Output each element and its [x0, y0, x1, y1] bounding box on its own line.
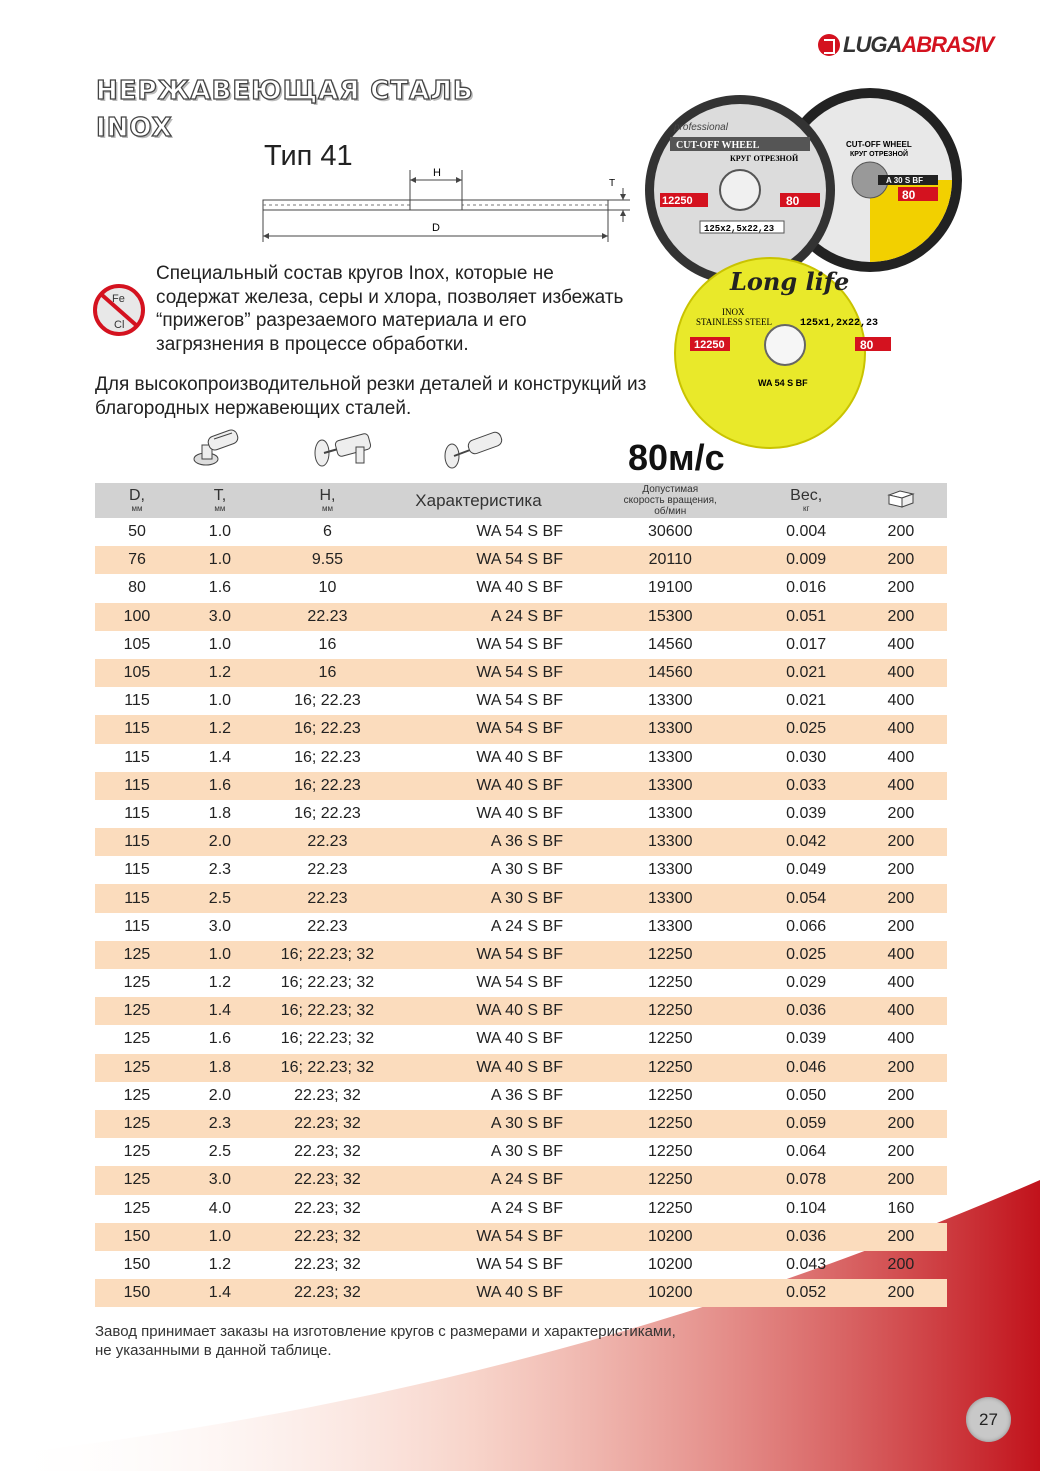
brand-logo — [818, 30, 993, 60]
cell-pack-qty: 200 — [887, 523, 915, 541]
cell-weight: 0.030 — [786, 748, 827, 766]
box-icon — [886, 487, 916, 509]
cell-weight: 0.033 — [758, 772, 855, 800]
cell-weight: 0.066 — [786, 917, 827, 935]
cell-rpm: 14560 — [648, 635, 693, 653]
disc1-size: 125x2,5x22,23 — [704, 224, 775, 234]
disc2-speed: 80 — [902, 188, 916, 202]
cell-t: 1.2 — [208, 1255, 232, 1273]
cell-pack-qty: 200 — [855, 603, 947, 631]
cell-t: 1.4 — [179, 1279, 261, 1307]
page-subtitle: INOX — [96, 113, 173, 143]
cell-weight: 0.039 — [786, 1030, 827, 1048]
table-row — [95, 913, 947, 941]
cell-h: 16; 22.23; 32 — [261, 1054, 394, 1082]
cell-weight: 0.059 — [758, 1110, 855, 1138]
cell-rpm: 10200 — [563, 1223, 758, 1251]
cell-characteristic: WA 40 S BF — [394, 772, 563, 800]
cell-h: 16; 22.23 — [294, 804, 361, 822]
table-row — [95, 631, 947, 659]
cell-characteristic: A 24 S BF — [490, 1199, 563, 1217]
cell-pack-qty: 400 — [855, 941, 947, 969]
table-row — [95, 1195, 947, 1223]
brand-part1: LUGA — [843, 32, 902, 57]
cell-t: 3.0 — [208, 917, 232, 935]
brand-part2: ABRASIV — [901, 32, 994, 57]
table-row — [95, 969, 947, 997]
table-row — [95, 800, 947, 828]
col-h-header: H, мм — [261, 483, 394, 518]
cell-d: 125 — [95, 1166, 179, 1194]
cell-t: 1.6 — [208, 579, 232, 597]
icon-cl-text: Cl — [114, 319, 125, 331]
table-row — [95, 546, 947, 574]
cell-weight: 0.004 — [786, 523, 827, 541]
no-iron-chlorine-icon — [92, 283, 146, 337]
cell-pack-qty: 200 — [887, 1255, 915, 1273]
cell-rpm: 13300 — [563, 715, 758, 743]
cell-t: 1.0 — [208, 523, 232, 541]
table-row — [95, 856, 947, 884]
cell-t: 2.3 — [179, 1110, 261, 1138]
cell-pack-qty: 200 — [855, 1054, 947, 1082]
cell-rpm: 13300 — [648, 692, 693, 710]
col-t-header: T, мм — [179, 483, 261, 518]
table-row — [95, 518, 947, 546]
cell-pack-qty: 400 — [887, 1030, 915, 1048]
cell-pack-qty: 200 — [887, 1086, 915, 1104]
cell-rpm: 13300 — [563, 828, 758, 856]
table-row — [95, 603, 947, 631]
disc3-spec: WA 54 S BF — [758, 378, 808, 388]
purpose-text: Для высокопроизводительной резки деталей и конструкций из благородных нержавеющих сталей. — [95, 374, 647, 419]
cell-d: 115 — [95, 772, 179, 800]
cell-h: 22.23; 32 — [261, 1279, 394, 1307]
cell-characteristic: A 24 S BF — [394, 1166, 563, 1194]
cell-rpm: 12250 — [648, 1086, 693, 1104]
footer-note — [95, 1322, 676, 1360]
cell-d: 150 — [95, 1279, 179, 1307]
cell-d: 125 — [95, 1054, 179, 1082]
cell-t: 1.4 — [179, 997, 261, 1025]
cell-d: 115 — [124, 861, 150, 879]
cell-h: 22.23; 32 — [294, 1199, 361, 1217]
cell-characteristic: WA 54 S BF — [394, 1223, 563, 1251]
speed-label: 80м/с — [628, 437, 725, 478]
cell-d: 115 — [124, 804, 150, 822]
table-body — [95, 518, 947, 1307]
table-row — [95, 715, 947, 743]
cell-d: 150 — [123, 1255, 151, 1273]
table-row — [95, 1054, 947, 1082]
cell-pack-qty: 400 — [855, 772, 947, 800]
cell-h: 22.23 — [261, 884, 394, 912]
dim-h-label: H — [433, 167, 441, 179]
cell-rpm: 13300 — [563, 772, 758, 800]
cell-t: 1.6 — [208, 1030, 232, 1048]
table-row — [95, 574, 947, 602]
cell-rpm: 14560 — [563, 659, 758, 687]
cell-weight: 0.017 — [786, 635, 827, 653]
cell-characteristic: A 24 S BF — [394, 603, 563, 631]
cell-pack-qty: 400 — [887, 974, 915, 992]
cell-weight: 0.039 — [786, 804, 827, 822]
cell-weight: 0.046 — [758, 1054, 855, 1082]
cell-pack-qty: 400 — [855, 997, 947, 1025]
cell-characteristic: WA 54 S BF — [394, 546, 563, 574]
cell-h: 22.23; 32 — [261, 1166, 394, 1194]
cell-pack-qty: 200 — [855, 1279, 947, 1307]
cell-d: 125 — [123, 974, 151, 992]
cell-h: 16; 22.23 — [261, 772, 394, 800]
cell-h: 22.23; 32 — [294, 1255, 361, 1273]
cell-d: 125 — [95, 1110, 179, 1138]
table-row — [95, 1223, 947, 1251]
table-row — [95, 687, 947, 715]
cell-h: 22.23 — [307, 861, 348, 879]
straight-grinder-icon — [312, 427, 374, 469]
cell-pack-qty: 200 — [887, 804, 915, 822]
cell-rpm: 12250 — [648, 1199, 693, 1217]
disc2-subtitle: КРУГ ОТРЕЗНОЙ — [850, 151, 909, 158]
cell-characteristic: WA 54 S BF — [476, 692, 563, 710]
cell-characteristic: WA 54 S BF — [394, 941, 563, 969]
cell-weight: 0.016 — [786, 579, 827, 597]
cell-h: 6 — [323, 523, 332, 541]
disc2-title: CUT-OFF WHEEL — [846, 140, 912, 149]
type-label: Тип 41 — [264, 140, 353, 172]
cell-weight: 0.054 — [758, 884, 855, 912]
angle-grinder-icon — [192, 425, 242, 471]
cell-h: 10 — [318, 579, 337, 597]
cell-d: 105 — [123, 635, 151, 653]
cell-rpm: 13300 — [648, 748, 693, 766]
cell-characteristic: WA 54 S BF — [476, 523, 563, 541]
disc1-rpm: 12250 — [662, 195, 693, 207]
cell-t: 4.0 — [208, 1199, 232, 1217]
cell-h: 22.23; 32 — [261, 1223, 394, 1251]
table-row — [95, 828, 947, 856]
icon-fe-text: Fe — [112, 293, 125, 305]
cell-h: 9.55 — [261, 546, 394, 574]
cell-pack-qty: 200 — [855, 1110, 947, 1138]
cell-h: 22.23; 32 — [261, 1110, 394, 1138]
cell-rpm: 12250 — [563, 1110, 758, 1138]
cell-d: 115 — [124, 917, 150, 935]
cell-d: 125 — [95, 997, 179, 1025]
cell-t: 1.8 — [179, 1054, 261, 1082]
cell-rpm: 20110 — [563, 546, 758, 574]
cell-rpm: 12250 — [648, 1143, 693, 1161]
cell-h: 16 — [318, 635, 337, 653]
cell-pack-qty: 200 — [887, 917, 915, 935]
cell-weight: 0.036 — [758, 1223, 855, 1251]
table-row — [95, 1110, 947, 1138]
cell-pack-qty: 200 — [855, 1166, 947, 1194]
cell-rpm: 10200 — [563, 1279, 758, 1307]
cell-rpm: 12250 — [563, 1054, 758, 1082]
cell-characteristic: A 36 S BF — [394, 828, 563, 856]
cell-characteristic: WA 40 S BF — [476, 579, 563, 597]
disc1-speed: 80 — [786, 194, 800, 208]
cell-d: 50 — [128, 523, 146, 541]
cell-h: 22.23; 32 — [294, 1086, 361, 1104]
cell-characteristic: WA 40 S BF — [476, 804, 563, 822]
cell-h: 16; 22.23 — [294, 692, 361, 710]
table-row — [95, 941, 947, 969]
cell-characteristic: A 30 S BF — [394, 884, 563, 912]
cell-t: 3.0 — [179, 603, 261, 631]
cell-d: 125 — [123, 1143, 151, 1161]
disc-dimension-diagram — [255, 160, 635, 245]
cell-characteristic: A 30 S BF — [490, 861, 563, 879]
cell-weight: 0.042 — [758, 828, 855, 856]
cell-t: 1.0 — [208, 635, 232, 653]
dim-t-label: T — [609, 178, 616, 189]
cell-weight: 0.043 — [786, 1255, 827, 1273]
disc3-inox: INOX — [722, 307, 745, 317]
cell-pack-qty: 200 — [887, 861, 915, 879]
cell-rpm: 19100 — [648, 579, 693, 597]
table-row — [95, 744, 947, 772]
cell-t: 1.0 — [179, 941, 261, 969]
cell-h: 16; 22.23; 32 — [280, 974, 375, 992]
cell-d: 115 — [95, 715, 179, 743]
cell-pack-qty: 400 — [887, 748, 915, 766]
cell-weight: 0.021 — [758, 659, 855, 687]
cell-characteristic: WA 54 S BF — [476, 1255, 563, 1273]
cell-d: 125 — [95, 941, 179, 969]
cell-t: 2.5 — [179, 884, 261, 912]
cell-characteristic: A 30 S BF — [394, 1110, 563, 1138]
cell-characteristic: WA 40 S BF — [476, 748, 563, 766]
cell-pack-qty: 200 — [855, 828, 947, 856]
cell-rpm: 12250 — [563, 941, 758, 969]
cell-rpm: 13300 — [648, 804, 693, 822]
cell-weight: 0.049 — [786, 861, 827, 879]
cell-weight: 0.009 — [758, 546, 855, 574]
col-rpm-header: Допустимая скорость вращения, об/мин — [563, 483, 758, 518]
cell-t: 1.2 — [179, 659, 261, 687]
products-table — [95, 483, 947, 1307]
cell-h: 16; 22.23 — [261, 715, 394, 743]
cell-rpm: 12250 — [648, 1030, 693, 1048]
col-pack-header — [855, 483, 947, 518]
page-title: НЕРЖАВЕЮЩАЯ СТАЛЬ — [96, 76, 474, 106]
cell-d: 100 — [95, 603, 179, 631]
table-row — [95, 1138, 947, 1166]
cell-pack-qty: 400 — [887, 692, 915, 710]
cell-weight: 0.021 — [786, 692, 827, 710]
footer-line-2: не указанными в данной таблице. — [95, 1342, 332, 1359]
table-row — [95, 1251, 947, 1279]
cell-h: 16; 22.23; 32 — [261, 997, 394, 1025]
cell-characteristic: A 36 S BF — [490, 1086, 563, 1104]
disc2-spec: A 30 S BF — [886, 176, 924, 185]
cell-h: 22.23 — [261, 603, 394, 631]
cell-characteristic: WA 54 S BF — [394, 659, 563, 687]
cell-characteristic: WA 54 S BF — [394, 715, 563, 743]
disc1-subtitle: КРУГ ОТРЕЗНОЙ — [730, 154, 799, 163]
cell-pack-qty: 200 — [855, 884, 947, 912]
table-row — [95, 1166, 947, 1194]
cell-d: 115 — [124, 748, 150, 766]
cell-t: 1.4 — [208, 748, 232, 766]
cell-t: 1.2 — [179, 715, 261, 743]
cell-characteristic: WA 40 S BF — [394, 997, 563, 1025]
cell-d: 115 — [124, 692, 150, 710]
disc3-speed: 80 — [860, 338, 874, 352]
cell-rpm: 30600 — [648, 523, 693, 541]
cell-t: 1.0 — [179, 546, 261, 574]
cell-weight: 0.064 — [786, 1143, 827, 1161]
description-text: Специальный состав кругов Inox, которые не содержат железа, серы и хлора, позволяет избежать “прижегов” разрезаемого материала и его загрязнения в процессе обработки. — [156, 263, 624, 355]
cell-pack-qty: 400 — [855, 715, 947, 743]
cell-h: 16 — [261, 659, 394, 687]
cell-t: 1.6 — [179, 772, 261, 800]
cell-characteristic: WA 40 S BF — [476, 1030, 563, 1048]
cell-rpm: 10200 — [648, 1255, 693, 1273]
cell-weight: 0.036 — [758, 997, 855, 1025]
cell-characteristic: WA 40 S BF — [394, 1279, 563, 1307]
cell-h: 16; 22.23 — [294, 748, 361, 766]
cell-characteristic: WA 40 S BF — [394, 1054, 563, 1082]
cell-pack-qty: 400 — [855, 659, 947, 687]
footer-line-1: Завод принимает заказы на изготовление кругов с размерами и характеристиками, — [95, 1323, 676, 1340]
cell-weight: 0.052 — [758, 1279, 855, 1307]
cell-rpm: 13300 — [648, 861, 693, 879]
cell-pack-qty: 400 — [887, 635, 915, 653]
cell-d: 125 — [123, 1086, 151, 1104]
cell-d: 125 — [123, 1030, 151, 1048]
cell-weight: 0.025 — [758, 715, 855, 743]
cell-rpm: 12250 — [563, 997, 758, 1025]
cell-characteristic: A 30 S BF — [490, 1143, 563, 1161]
cell-rpm: 13300 — [648, 917, 693, 935]
cell-t: 1.8 — [208, 804, 232, 822]
disc1-title: CUT-OFF WHEEL — [676, 140, 760, 151]
product-discs-image — [640, 85, 970, 450]
cell-weight: 0.025 — [758, 941, 855, 969]
cell-characteristic: A 24 S BF — [490, 917, 563, 935]
table-row — [95, 1279, 947, 1307]
cell-h: 16; 22.23; 32 — [261, 941, 394, 969]
cell-h: 22.23; 32 — [294, 1143, 361, 1161]
cell-pack-qty: 160 — [887, 1199, 915, 1217]
cell-weight: 0.029 — [786, 974, 827, 992]
cell-rpm: 12250 — [648, 974, 693, 992]
disc1-professional: professional — [674, 122, 728, 133]
cell-d: 76 — [95, 546, 179, 574]
cell-t: 2.3 — [208, 861, 232, 879]
cell-weight: 0.050 — [786, 1086, 827, 1104]
cell-t: 1.0 — [208, 692, 232, 710]
cell-weight: 0.078 — [758, 1166, 855, 1194]
cell-d: 105 — [95, 659, 179, 687]
cell-pack-qty: 200 — [855, 1223, 947, 1251]
disc3-title: Long life — [730, 267, 850, 296]
cell-characteristic: WA 54 S BF — [476, 974, 563, 992]
disc3-size: 125x1,2x22,23 — [800, 318, 879, 329]
cell-rpm: 12250 — [563, 1166, 758, 1194]
cell-characteristic: WA 54 S BF — [476, 635, 563, 653]
cell-t: 2.0 — [179, 828, 261, 856]
cell-pack-qty: 200 — [887, 1143, 915, 1161]
cell-rpm: 15300 — [563, 603, 758, 631]
table-row — [95, 659, 947, 687]
cell-d: 115 — [95, 884, 179, 912]
cell-weight: 0.104 — [786, 1199, 827, 1217]
col-weight-header: Вес, кг — [758, 483, 855, 518]
table-row — [95, 997, 947, 1025]
page-number: 27 — [966, 1397, 1011, 1442]
cell-rpm: 13300 — [563, 884, 758, 912]
cell-pack-qty: 200 — [855, 546, 947, 574]
col-d-header: D, мм — [95, 483, 179, 518]
disc3-stainless: STAINLESS STEEL — [696, 317, 773, 327]
cell-h: 22.23 — [261, 828, 394, 856]
dim-d-label: D — [432, 222, 440, 234]
cell-d: 150 — [95, 1223, 179, 1251]
col-char-header: Характеристика — [394, 483, 563, 518]
cell-d: 80 — [128, 579, 146, 597]
die-grinder-icon — [442, 428, 506, 470]
disc3-rpm: 12250 — [694, 339, 725, 351]
cell-t: 1.2 — [208, 974, 232, 992]
table-row — [95, 1082, 947, 1110]
cell-t: 2.0 — [208, 1086, 232, 1104]
cell-t: 1.0 — [179, 1223, 261, 1251]
cell-t: 3.0 — [179, 1166, 261, 1194]
cell-t: 2.5 — [208, 1143, 232, 1161]
logo-icon — [818, 34, 840, 56]
table-row — [95, 772, 947, 800]
cell-h: 22.23 — [307, 917, 348, 935]
cell-pack-qty: 200 — [887, 579, 915, 597]
table-row — [95, 1025, 947, 1053]
cell-h: 16; 22.23; 32 — [280, 1030, 375, 1048]
cell-d: 115 — [95, 828, 179, 856]
cell-d: 125 — [123, 1199, 151, 1217]
cell-weight: 0.051 — [758, 603, 855, 631]
table-header-row — [95, 483, 947, 518]
table-row — [95, 884, 947, 912]
